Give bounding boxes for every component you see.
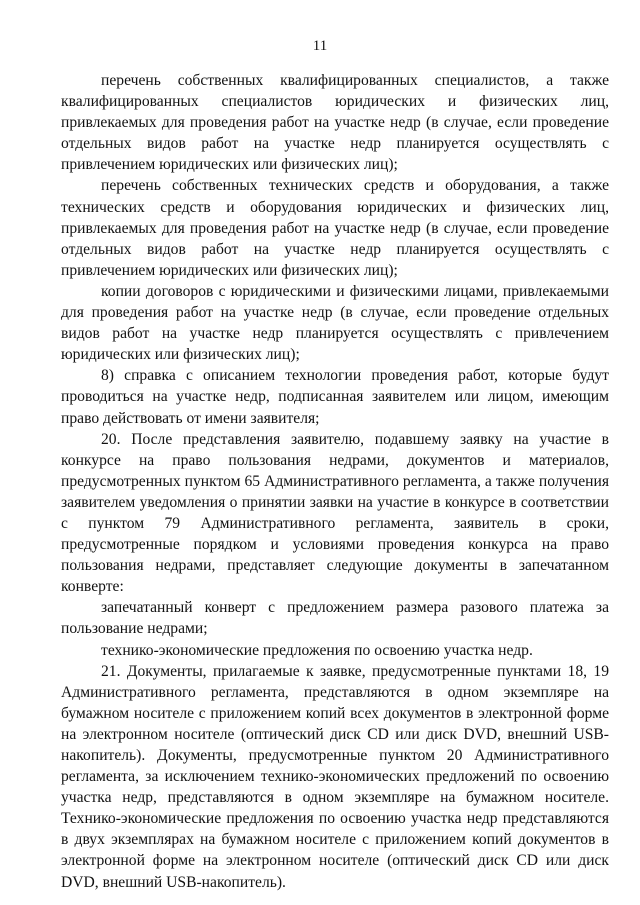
paragraph-section-21: 21. Документы, прилагаемые к заявке, предусмотренные пунктами 18, 19 Административного регламента, представляются в одном экземпляре на бумажном носителе с приложением копий всех документов в электронной форме на электронном носителе (оптический диск CD или диск DVD, внешний USB-накопитель). Документы, предусмотренные пунктом 20 Административного регламента, за исключением технико-экономических предложений по освоению участка недр, представляются в одном экземпляре на бумажном носителе. Технико-экономические предложения по освоению участка недр представляются в двух экземплярах на бумажном носителе с приложением копий документов в электронной форме на электронном носителе (оптический диск CD или диск DVD, внешний USB-накопитель). <box>61 662 609 891</box>
paragraph-contracts-copies: копии договоров с юридическими и физическими лицами, привлекаемыми для проведения работ на участке недр (в случае, если проведение отдельных видов работ на участке недр планируется осуществлять с привлечением юридических или физических лиц); <box>61 282 609 364</box>
paragraph-specialists-list: перечень собственных квалифицированных специалистов, а также квалифицированных специалистов юридических и физических лиц, привлекаемых для проведения работ на участке недр (в случае, если проведение отдельных видов работ на участке недр планируется осуществлять с привлечением юридических или физических лиц); <box>61 72 609 174</box>
paragraph-item-8-technology-reference: 8) справка с описанием технологии проведения работ, которые будут проводиться на участке недр, подписанная заявителем или лицом, имеющим право действовать от имени заявителя; <box>61 367 609 427</box>
paragraph-equipment-list: перечень собственных технических средств и оборудования, а также технических средств и оборудования юридических и физических лиц, привлекаемых для проведения работ на участке недр (в случае, если проведение отдельных видов работ на участке недр планируется осуществлять с привлечением юридических или физических лиц); <box>61 177 609 279</box>
page-number: 11 <box>312 38 328 54</box>
document-body <box>61 70 609 893</box>
paragraph-technical-economic-proposals: технико-экономические предложения по освоению участка недр. <box>101 641 533 659</box>
paragraph-section-20: 20. После представления заявителю, подавшему заявку на участие в конкурсе на право пользования недрами, документов и материалов, предусмотренных пунктом 65 Административного регламента, а также получения заявителем уведомления о принятии заявки на участие в конкурсе в соответствии с пунктом 79 Административного регламента, заявитель в сроки, предусмотренные порядком и условиями проведения конкурса на право пользования недрами, представляет следующие документы в запечатанном конверте: <box>61 430 609 596</box>
paragraph-sealed-envelope: запечатанный конверт с предложением размера разового платежа за пользование недрами; <box>61 599 609 638</box>
